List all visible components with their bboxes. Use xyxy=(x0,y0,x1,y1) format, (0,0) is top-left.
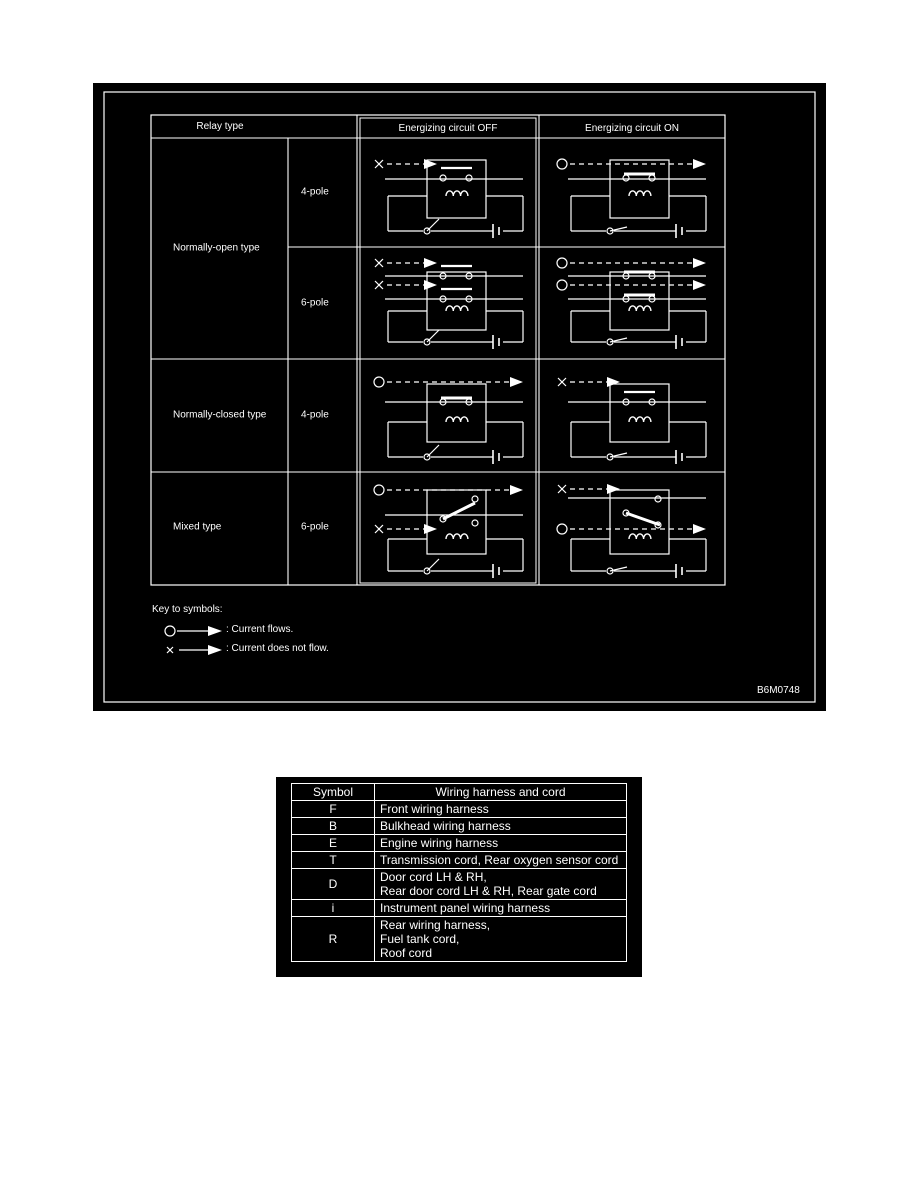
pole-label-no-4: 4-pole xyxy=(301,186,329,198)
row-symbol: F xyxy=(292,801,375,818)
harness-table-panel xyxy=(276,777,642,977)
relay-diagram xyxy=(557,258,706,349)
figure-code: B6M0748 xyxy=(757,685,800,696)
table-row xyxy=(292,869,627,900)
table-row xyxy=(292,917,627,962)
row-label-mixed: Mixed type xyxy=(173,521,222,533)
header-energizing-off: Energizing circuit OFF xyxy=(398,123,498,134)
row-description: Bulkhead wiring harness xyxy=(375,818,627,835)
relay-diagram xyxy=(557,159,706,238)
row-description: Transmission cord, Rear oxygen sensor cord xyxy=(375,852,627,869)
relay-diagram xyxy=(557,484,706,578)
header-energizing-on: Energizing circuit ON xyxy=(585,123,679,134)
row-symbol: D xyxy=(292,869,375,900)
table-row xyxy=(292,900,627,917)
row-description: Door cord LH & RH, Rear door cord LH & RH, Rear gate cord xyxy=(375,869,627,900)
relay-diagram xyxy=(558,377,706,464)
relay-diagram-lines xyxy=(93,83,826,711)
row-description: Rear wiring harness, Fuel tank cord, Roof cord xyxy=(375,917,627,962)
table-row xyxy=(292,801,627,818)
row-label-normally-closed: Normally-closed type xyxy=(173,409,267,421)
row-description: Engine wiring harness xyxy=(375,835,627,852)
row-symbol: R xyxy=(292,917,375,962)
pole-label-nc-4: 4-pole xyxy=(301,409,329,421)
relay-diagram xyxy=(375,258,523,349)
row-symbol: T xyxy=(292,852,375,869)
key-flow-marker xyxy=(165,626,175,636)
row-symbol: E xyxy=(292,835,375,852)
row-symbol: B xyxy=(292,818,375,835)
table-row xyxy=(292,852,627,869)
header-relay-type: Relay type xyxy=(196,121,244,132)
key-flows-text: : Current flows. xyxy=(226,624,294,635)
harness-symbol-table xyxy=(291,783,627,962)
header-symbol: Symbol xyxy=(292,784,375,801)
table-row xyxy=(292,835,627,852)
pole-label-no-6: 6-pole xyxy=(301,297,329,309)
pole-label-mixed-6: 6-pole xyxy=(301,521,329,533)
key-noflow-arrow xyxy=(208,645,222,655)
relay-diagram xyxy=(375,159,523,238)
row-description: Instrument panel wiring harness xyxy=(375,900,627,917)
header-description: Wiring harness and cord xyxy=(375,784,627,801)
row-label-normally-open: Normally-open type xyxy=(173,242,260,254)
table-row xyxy=(292,818,627,835)
relay-type-figure xyxy=(93,83,826,711)
harness-table-header-row xyxy=(292,784,627,801)
key-no-flow-text: : Current does not flow. xyxy=(226,643,329,654)
row-symbol: i xyxy=(292,900,375,917)
key-title: Key to symbols: xyxy=(152,604,223,615)
relay-diagram xyxy=(374,377,523,464)
relay-diagram xyxy=(374,485,523,578)
row-description: Front wiring harness xyxy=(375,801,627,818)
key-flow-arrow xyxy=(208,626,222,636)
